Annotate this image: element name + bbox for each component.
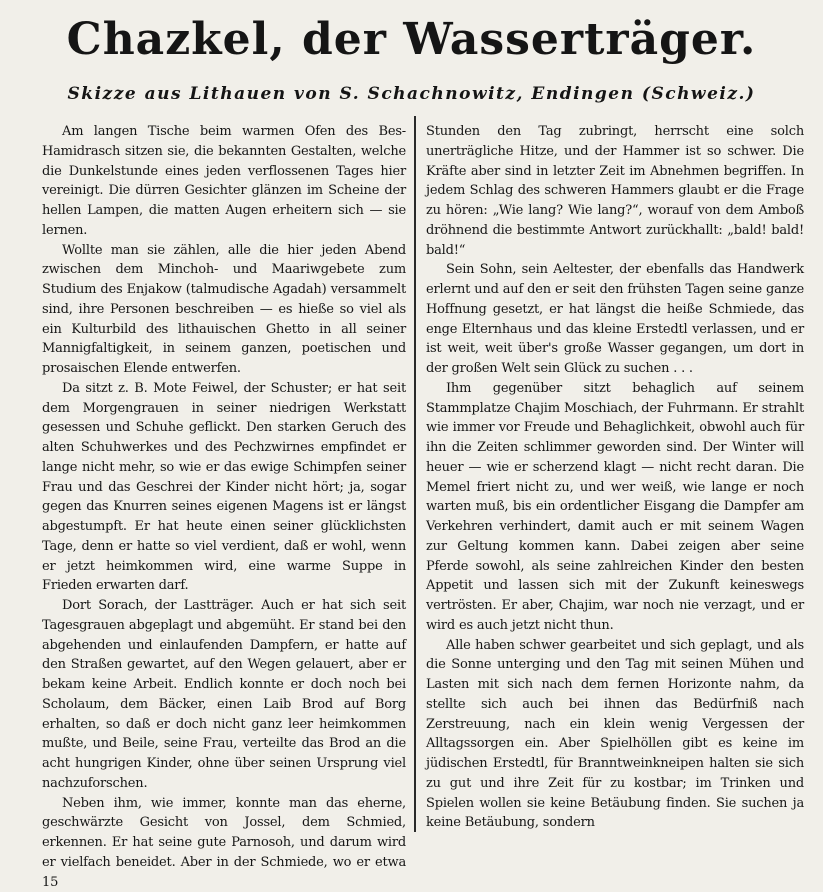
paragraph: Am langen Tische beim warmen Ofen des Bes-Hamidrasch sitzen sie, die bekannten Gestalten, welche die Dunkelstunde eines jeden verflossenen Tages hier vereinigt. Die dürren Gesichter glänzen im Scheine der hellen Lampen, die matten Augen erheitern sich — sie lernen. [42,122,406,241]
paragraph: Neben ihm, wie immer, konnte man das eherne, geschwärzte Gesicht von Jossel, dem Schmied, erkennen. Er hat seine gute Parnosoh, und darum wird er vielfach beneidet. Aber in der Schmiede, wo er etwa 15 [42,794,406,892]
paragraph: Dort Sorach, der Lastträger. Auch er hat sich seit Tagesgrauen abgeplagt und abgemüht. Er stand bei den abgehenden und einlaufenden Dampfern, er hatte auf den Straßen gewartet, auf den Wegen gelauert, aber er bekam keine Arbeit. Endlich konnte er doch noch bei Scholaum, dem Bäcker, einen Laib Brod auf Borg erhalten, so daß er doch nicht ganz leer heimkommen mußte, und Beile, seine Frau, verteilte das Brod an die acht hungrigen Kinder, ohne über seinen Ursprung viel nachzuforschen. [42,596,406,794]
paragraph: Sein Sohn, sein Aeltester, der ebenfalls das Handwerk erlernt und auf den er seit den frühsten Tagen seine ganze Hoffnung gesetzt, er hat längst die heiße Schmiede, das enge Elternhaus und das kleine Erstedtl verlassen, und er ist weit, weit über's große Wasser gegangen, um dort in der großen Welt sein Glück zu suchen . . . [426,260,804,379]
column-divider [414,116,416,832]
paragraph: Ihm gegenüber sitzt behaglich auf seinem Stammplatze Chajim Moschiach, der Fuhrmann. Er strahlt wie immer vor Freude und Behaglichkeit, obwohl auch für ihn die Zeiten schlimmer geworden sind. Der Winter will heuer — wie er scherzend klagt — nicht recht daran. Die Memel friert nicht zu, und wer weiß, wie lange er noch warten muß, bis ein ordentlicher Eisgang die Dampfer am Verkehren verhindert, damit auch er mit seinem Wagen zur Geltung kommen kann. Dabei zeigen aber seine Pferde sowohl, als seine zahlreichen Kinder den besten Appetit und lassen sich mit der Zukunft keineswegs vertrösten. Er aber, Chajim, war noch nie verzagt, und er wird es auch jetzt nicht thun. [426,379,804,636]
paragraph: Da sitzt z. B. Mote Feiwel, der Schuster; er hat seit dem Morgengrauen in seiner niedrigen Werkstatt gesessen und Schuhe geflickt. Den starken Geruch des alten Schuhwerkes und des Pechzwirnes empfindet er lange nicht mehr, so wie er das ewige Schimpfen seiner Frau und das Geschrei der Kinder nicht hört; ja, sogar gegen das Knurren seines eigenen Magens ist er längst abgestumpft. Er hat heute einen seiner glücklichsten Tage, denn er hatte so viel verdient, daß er wohl, wenn er jetzt heimkommen wird, eine warme Suppe in Frieden erwarten darf. [42,379,406,596]
article-subtitle: Skizze aus Lithauen von S. Schachnowitz, Endingen (Schweiz.) [0,82,823,106]
paragraph: Wollte man sie zählen, alle die hier jeden Abend zwischen dem Minchoh- und Maariwgebete zum Studium des Enjakow (talmudische Agadah) versammelt sind, ihre Personen beschreiben — es hieße so viel als ein Kulturbild des lithauischen Ghetto in all seiner Mannigfaltigkeit, in seinem ganzen, poetischen und prosaischen Elende entwerfen. [42,241,406,379]
paragraph: Alle haben schwer gearbeitet und sich geplagt, und als die Sonne unterging und den Tag mit seinen Mühen und Lasten mit sich nach dem fernen Horizonte nahm, da stellte sich auch bei ihnen das Bedürfniß nach Zerstreuung, nach ein klein wenig Vergessen der Alltagssorgen ein. Aber Spielhöllen gibt es keine im jüdischen Erstedtl, für Branntweinkneipen halten sie sich zu gut und ihre Zeit für zu kostbar; im Trinken und Spielen wollen sie keine Betäubung finden. Sie suchen ja keine Betäubung, sondern [426,636,804,834]
paragraph: Stunden den Tag zubringt, herrscht eine solch unerträgliche Hitze, und der Hammer ist so schwer. Die Kräfte aber sind in letzter Zeit im Abnehmen begriffen. In jedem Schlag des schweren Hammers glaubt er die Frage zu hören: „Wie lang? Wie lang?“, worauf von dem Amboß dröhnend die bestimmte Antwort zurückhallt: „bald! bald! bald!“ [426,122,804,260]
right-column [426,122,804,836]
left-column [42,122,406,836]
article-title: Chazkel, der Wasserträger. [0,12,823,68]
